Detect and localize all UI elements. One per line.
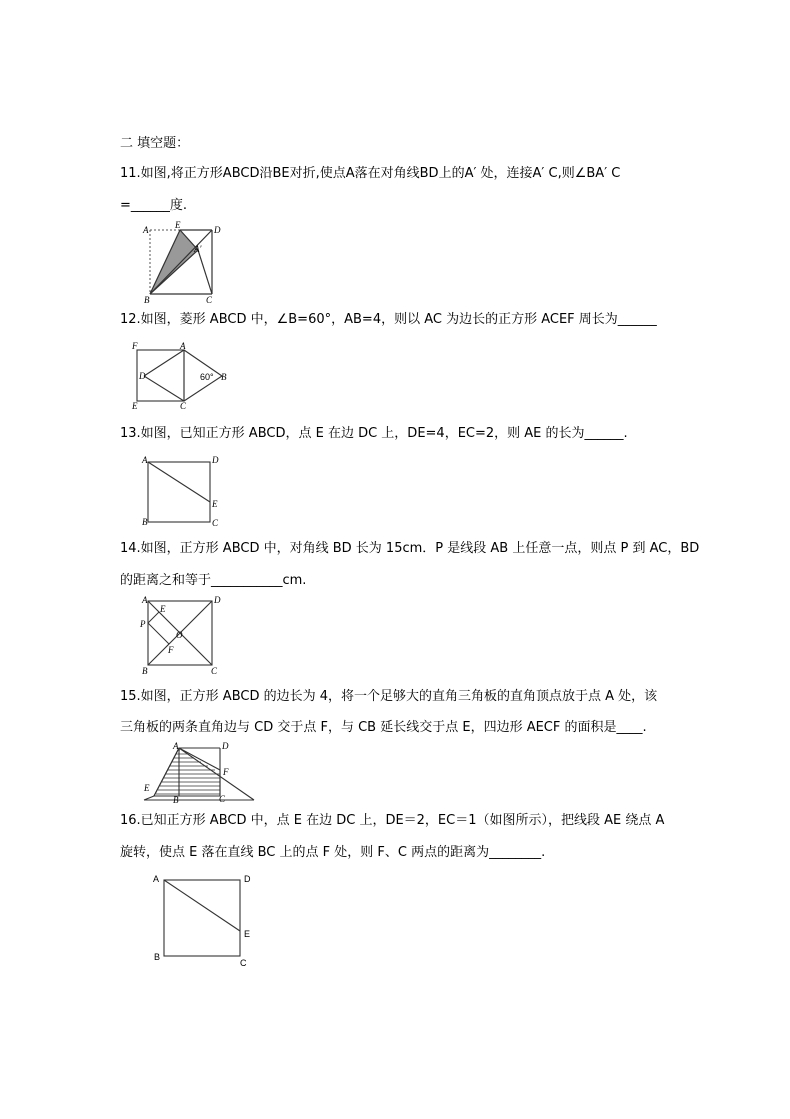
q12-label-angle: 60° (200, 372, 214, 382)
q13-figure (140, 455, 225, 527)
q12-label-D: D (139, 371, 146, 381)
q11-shaded-triangle (150, 230, 198, 294)
q16-label-A: A (153, 874, 160, 884)
q14-label-O: O (176, 630, 183, 640)
q16-label-B: B (154, 952, 161, 962)
q12-label-B: B (221, 372, 227, 382)
q16-text-line1: 16.已知正方形 ABCD 中，点 E 在边 DC 上，DE＝2，EC＝1（如图所示），把线段 AE 绕点 A (120, 813, 665, 828)
q15-label-C: C (219, 794, 226, 804)
q14-label-F: F (168, 645, 174, 655)
q13-label-B: B (142, 517, 148, 527)
q12-text-line1: 12.如图，菱形 ABCD 中，∠B=60°，AB=4，则以 AC 为边长的正方形 ACEF 周长为______ (120, 312, 657, 327)
q13-text-line1: 13.如图，已知正方形 ABCD，点 E 在边 DC 上，DE=4，EC=2，则 AE 的长为______. (120, 426, 628, 441)
q14-label-E: E (160, 604, 166, 614)
q15-label-B: B (173, 795, 179, 805)
q15-label-A: A (173, 741, 179, 751)
q14-text-line2: 的距离之和等于___________cm. (120, 573, 307, 588)
q14-figure (138, 594, 223, 678)
q12-label-C: C (180, 401, 187, 411)
q15-label-E: E (144, 783, 150, 793)
q11-figure (140, 222, 230, 306)
q11-text-line2: =______度. (120, 198, 188, 213)
q16-label-D: D (244, 874, 251, 884)
q15-figure (140, 740, 258, 804)
q15-text-line2: 三角板的两条直角边与 CD 交于点 F，与 CB 延长线交于点 E，四边形 AECF 的面积是____. (120, 720, 647, 735)
q15-label-F: F (223, 767, 229, 777)
q16-text-line2: 旋转，使点 E 落在直线 BC 上的点 F 处，则 F、C 两点的距离为________. (120, 845, 546, 860)
q12-label-A: A (180, 341, 186, 351)
q12-label-F: F (132, 341, 138, 351)
q13-label-A: A (142, 455, 148, 465)
q11-text-line1: 11.如图,将正方形ABCD沿BE对折,使点A落在对角线BD上的A′ 处，连接A′ C,则∠BA′ C (120, 166, 621, 181)
q14-label-D: D (214, 595, 221, 605)
q11-label-C: C (206, 295, 213, 305)
q11-label-E: E (175, 220, 181, 230)
q13-label-C: C (212, 518, 219, 528)
q16-figure (150, 870, 260, 970)
q14-label-B: B (142, 666, 148, 676)
q14-label-A: A (142, 595, 148, 605)
q12-label-E: E (132, 401, 138, 411)
q12-figure (130, 342, 230, 412)
q16-label-C: C (240, 958, 247, 968)
q14-label-P: P (140, 619, 146, 629)
q14-text-line1: 14.如图，正方形 ABCD 中，对角线 BD 长为 15cm．P 是线段 AB 上任意一点，则点 P 到 AC，BD (120, 541, 700, 556)
section-title: 二 填空题： (120, 136, 190, 151)
q11-label-B: B (144, 295, 150, 305)
q11-label-A: A (143, 225, 149, 235)
q11-label-D: D (214, 225, 221, 235)
q13-label-E: E (212, 499, 218, 509)
q15-text-line1: 15.如图，正方形 ABCD 的边长为 4，将一个足够大的直角三角板的直角顶点放于点 A 处，该 (120, 689, 658, 704)
q14-label-C: C (211, 666, 218, 676)
q13-label-D: D (212, 455, 219, 465)
q11-label-A-prime: A′ (194, 244, 202, 254)
q15-label-D: D (222, 741, 229, 751)
q16-label-E: E (244, 929, 251, 939)
